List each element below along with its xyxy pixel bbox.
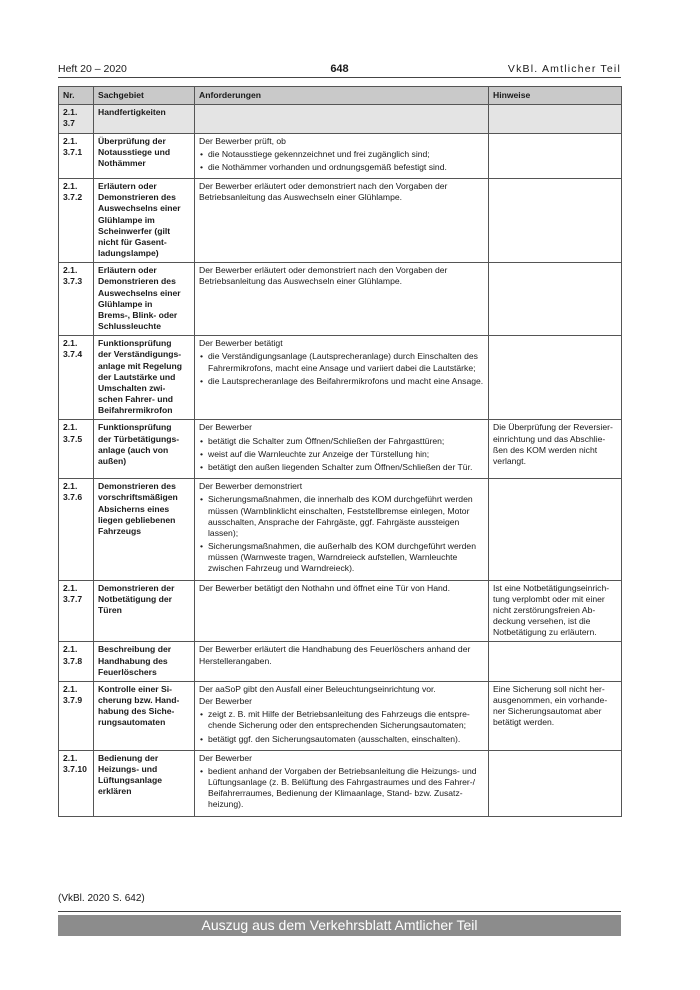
row-number-line: 3.7.9 (63, 695, 83, 706)
requirements-list-item: • Sicherungsmaßnahmen, die innerhalb des KOM durchgeführt werden müssen (Warnblinklicht einschalten, Feststellbremse einlegen, Motor ausschalten, Ansprache der Fahrgäste, ggf. Fahrgäste aussteigen lassen); (199, 494, 484, 539)
row-number-line: 3.7.2 (63, 192, 83, 203)
table-header-row (59, 87, 622, 105)
row-subject-line: habung des Siche- (98, 706, 175, 717)
row-requirements (195, 681, 489, 750)
page-header (58, 63, 621, 77)
row-number-line: 3.7.1 (63, 146, 83, 157)
row-note (489, 750, 622, 816)
row-requirements (195, 580, 489, 642)
requirements-intro: Der Bewerber prüft, ob (199, 135, 286, 146)
row-subject-line: Handhabung des (98, 655, 168, 666)
requirements-intro: Der Bewerber betätigt (199, 338, 283, 349)
page-number: 648 (330, 63, 349, 75)
footer-banner: Auszug aus dem Verkehrsblatt Amtlicher Teil (58, 915, 621, 936)
row-subject (94, 133, 195, 179)
row-number-line: 2.1. (63, 265, 78, 276)
publication-title: VkBl. Amtlicher Teil (507, 63, 621, 75)
row-subject-line: nicht für Gasent- (98, 236, 167, 247)
row-subject-line: Erläutern oder (98, 181, 157, 192)
row-note: Eine Sicherung soll nicht her-ausgenommen, ein vorhande-ner Sicherungsautomat aber betätigt werden. (489, 681, 622, 750)
row-number-line: 2.1. (63, 422, 78, 433)
row-subject-line: Beifahrermikrofon (98, 405, 173, 416)
requirements-list-item: • die Verständigungsanlage (Lautsprecheranlage) durch Einschalten des Fahrermikrofons, macht eine Ansage und variiert dabei die Lautstärke; (199, 351, 484, 373)
row-number-line: 2.1. (63, 181, 78, 192)
row-note (489, 133, 622, 179)
row-number-line: 2.1. (63, 752, 78, 763)
row-subject-line: Absicherns eines (98, 503, 170, 514)
row-number (59, 580, 94, 642)
issue-label: Heft 20 – 2020 (58, 63, 127, 75)
footer-divider (58, 911, 621, 912)
row-subject-line: ladungslampe) (98, 248, 159, 259)
row-subject (94, 336, 195, 420)
row-subject-line: außen) (98, 455, 127, 466)
requirements-intro: Der Bewerber erläutert oder demonstriert nach den Vorgaben der Betriebsanleitung das Auswechseln einer Glühlampe. (199, 181, 448, 203)
table-row (59, 179, 622, 263)
row-note: Ist eine Notbetätigungseinrich-tung verplombt oder mit einer nicht zerstörungsfreien Ab-deckung versehen, ist die Notbetätigung zu erläutern. (489, 580, 622, 642)
requirements-intro: Der Bewerber erläutert oder demonstriert nach den Vorgaben der Betriebsanleitung das Auswechseln einer Glühlampe. (199, 265, 448, 287)
row-number (59, 336, 94, 420)
row-number-line: 2.1. (63, 338, 78, 349)
requirements-list-item: • bedient anhand der Vorgaben der Betriebsanleitung die Heizungs- und Lüftungsanlage (z. B. Belüftung des Fahrgastraumes und des Fahrer-/ Beifahrerraumes, Bedienung der Klimaanlage, Stand- bzw. Zusatz-heizung). (199, 766, 484, 811)
row-subject-line: vorschriftsmäßigen (98, 492, 178, 503)
column-header-hinweise: Hinweise (489, 87, 622, 105)
row-note (489, 263, 622, 336)
row-subject-line: Erläutern oder (98, 265, 157, 276)
row-number (59, 681, 94, 750)
row-number-line: 2.1. (63, 683, 78, 694)
section-row (59, 105, 622, 133)
requirements-intro: Der Bewerber (199, 696, 253, 707)
table-row (59, 336, 622, 420)
row-subject-line: Funktionsprüfung (98, 422, 172, 433)
row-number (59, 133, 94, 179)
requirements-list (199, 494, 484, 574)
row-subject-line: der Türbetätigungs- (98, 433, 180, 444)
row-subject-line: Demonstrieren des (98, 481, 176, 492)
requirements-list (199, 709, 484, 745)
row-subject-line: Auswechselns einer (98, 287, 181, 298)
row-number-line: 3.7.7 (63, 593, 83, 604)
row-requirements (195, 336, 489, 420)
requirements-intro: Der Bewerber (199, 752, 253, 763)
row-subject-line: Beschreibung der (98, 644, 172, 655)
row-number (59, 750, 94, 816)
row-number (59, 642, 94, 682)
row-subject (94, 263, 195, 336)
requirements-intro: Der Bewerber demonstriert (199, 481, 303, 492)
requirements-list-item: • betätigt ggf. den Sicherungsautomaten (ausschalten, einschalten). (199, 734, 484, 745)
row-subject-line: der Lautstärke und (98, 371, 176, 382)
requirements-list-item: • betätigt die Schalter zum Öffnen/Schließen der Fahrgasttüren; (199, 436, 484, 447)
row-subject (94, 642, 195, 682)
row-number-line: 2.1. (63, 644, 78, 655)
row-requirements (195, 750, 489, 816)
row-subject-line: anlage (auch von (98, 444, 169, 455)
row-requirements (195, 642, 489, 682)
row-note (489, 479, 622, 580)
section-title: Handfertigkeiten (94, 105, 195, 133)
table-body (59, 133, 622, 816)
row-subject-line: Glühlampe in (98, 298, 153, 309)
row-number-line: 2.1. (63, 582, 78, 593)
requirements-list (199, 436, 484, 474)
row-number-line: 3.7.5 (63, 433, 83, 444)
row-subject-line: Fahrzeugs (98, 525, 141, 536)
row-number (59, 479, 94, 580)
row-subject (94, 750, 195, 816)
table-row (59, 263, 622, 336)
row-subject-line: Heizungs- und (98, 763, 158, 774)
requirements-list-item: • die Lautsprecheranlage des Beifahrermikrofons und macht eine Ansage. (199, 376, 484, 387)
row-subject-line: Kontrolle einer Si- (98, 683, 173, 694)
section-empty-cell (489, 105, 622, 133)
row-note (489, 642, 622, 682)
row-subject (94, 681, 195, 750)
row-requirements (195, 479, 489, 580)
row-number (59, 263, 94, 336)
table-row (59, 420, 622, 479)
row-note (489, 336, 622, 420)
row-subject-line: Scheinwerfer (gilt (98, 225, 171, 236)
row-subject (94, 479, 195, 580)
row-subject-line: Schlussleuchte (98, 321, 162, 332)
requirements-list-item: • Sicherungsmaßnahmen, die außerhalb des KOM durchgeführt werden müssen (Warnweste tragen, Warndreieck aufstellen, Warnleuchte zwischen Fahrzeug und Warndreieck). (199, 541, 484, 575)
row-subject-line: erklären (98, 786, 132, 797)
row-subject-line: Umschalten zwi- (98, 382, 166, 393)
row-number-line: 3.7.3 (63, 276, 83, 287)
table-row (59, 750, 622, 816)
row-subject-line: Überprüfung der (98, 135, 166, 146)
table-row (59, 681, 622, 750)
row-number-line: 3.7.4 (63, 349, 83, 360)
row-requirements (195, 133, 489, 179)
row-subject-line: Funktionsprüfung (98, 338, 172, 349)
requirements-list (199, 351, 484, 387)
row-subject (94, 179, 195, 263)
requirements-list-item: • betätigt den außen liegenden Schalter zum Öffnen/Schließen der Tür. (199, 462, 484, 473)
row-requirements (195, 420, 489, 479)
requirements-table (58, 86, 622, 817)
table-row (59, 133, 622, 179)
row-note (489, 179, 622, 263)
requirements-intro: Der Bewerber (199, 422, 253, 433)
row-number-line: 3.7.10 (63, 763, 87, 774)
row-number-line: 2.1. (63, 481, 78, 492)
table-row (59, 642, 622, 682)
row-number (59, 179, 94, 263)
row-subject-line: Glühlampe im (98, 214, 155, 225)
row-subject-line: Demonstrieren des (98, 192, 176, 203)
section-empty-cell (195, 105, 489, 133)
row-subject-line: Nothämmer (98, 157, 146, 168)
row-subject-line: schen Fahrer- und (98, 394, 173, 405)
requirements-list (199, 149, 484, 173)
requirements-intro: Der Bewerber betätigt den Nothahn und öffnet eine Tür von Hand. (199, 582, 450, 593)
table-row (59, 580, 622, 642)
row-subject-line: Demonstrieren des (98, 276, 176, 287)
requirements-intro: Der aaSoP gibt den Ausfall einer Beleuchtungseinrichtung vor. (199, 683, 436, 694)
row-subject-line: der Verständigungs- (98, 349, 182, 360)
row-subject-line: Bedienung der (98, 752, 159, 763)
row-number-line: 2.1. (63, 135, 78, 146)
row-number-line: 3.7.6 (63, 492, 83, 503)
column-header-anforderungen: Anforderungen (195, 87, 489, 105)
row-subject-line: Feuerlöschers (98, 666, 157, 677)
row-note: Die Überprüfung der Reversier-einrichtung und das Abschlie-ßen des KOM werden nicht verlangt. (489, 420, 622, 479)
row-subject-line: Brems-, Blink- oder (98, 309, 178, 320)
row-subject-line: anlage mit Regelung (98, 360, 183, 371)
row-number (59, 420, 94, 479)
row-subject-line: Türen (98, 604, 122, 615)
row-subject (94, 420, 195, 479)
row-subject-line: Demonstrieren der (98, 582, 175, 593)
row-subject-line: rungsautomaten (98, 717, 166, 728)
requirements-list-item: • die Notausstiege gekennzeichnet und frei zugänglich sind; (199, 149, 484, 160)
column-header-sachgebiet: Sachgebiet (94, 87, 195, 105)
requirements-list (199, 766, 484, 811)
row-requirements (195, 263, 489, 336)
row-subject-line: liegen gebliebenen (98, 514, 176, 525)
table-row (59, 479, 622, 580)
row-subject-line: Notbetätigung der (98, 593, 172, 604)
section-number: 2.1. 3.7 (59, 105, 94, 133)
column-header-nr: Nr. (59, 87, 94, 105)
row-subject-line: Auswechselns einer (98, 203, 181, 214)
source-reference: (VkBl. 2020 S. 642) (58, 893, 145, 904)
requirements-list-item: • weist auf die Warnleuchte zur Anzeige der Türstellung hin; (199, 449, 484, 460)
requirements-list-item: • die Nothämmer vorhanden und ordnungsgemäß befestigt sind. (199, 162, 484, 173)
row-subject-line: Lüftungsanlage (98, 775, 162, 786)
row-subject (94, 580, 195, 642)
row-number-line: 3.7.8 (63, 655, 83, 666)
requirements-intro: Der Bewerber erläutert die Handhabung des Feuerlöschers anhand der Herstellerangaben. (199, 644, 471, 666)
row-subject-line: cherung bzw. Hand- (98, 695, 180, 706)
row-requirements (195, 179, 489, 263)
header-divider (58, 77, 621, 78)
row-subject-line: Notausstiege und (98, 146, 171, 157)
requirements-list-item: • zeigt z. B. mit Hilfe der Betriebsanleitung des Fahrzeugs die entspre-chende Sicherung oder den entsprechenden Sicherungsautomaten; (199, 709, 484, 731)
